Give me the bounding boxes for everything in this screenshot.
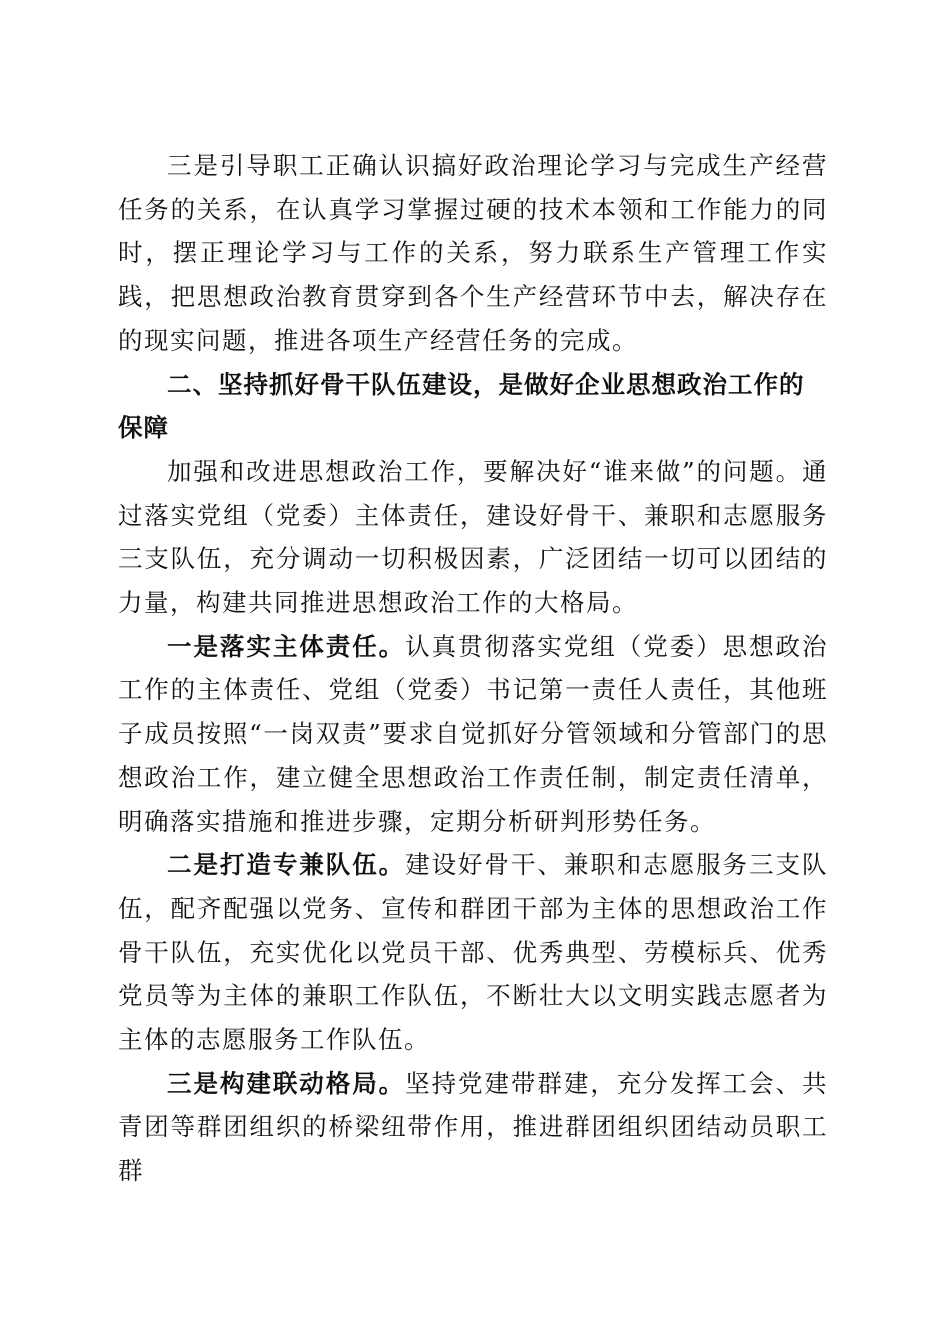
paragraph-lead-main-responsibility: 一是落实主体责任。 (167, 631, 406, 661)
paragraph-build-teams (118, 843, 828, 1062)
paragraph-lead-linkage-pattern: 三是构建联动格局。 (167, 1068, 406, 1098)
section-heading-two: 二、坚持抓好骨干队伍建设，是做好企业思想政治工作的保障 (118, 369, 805, 443)
paragraph-main-responsibility (118, 625, 828, 844)
paragraph-text-main-responsibility: 认真贯彻落实党组（党委）思想政治工作的主体责任、党组（党委）书记第一责任人责任，其他班子成员按照“一岗双责”要求自觉抓好分管领域和分管部门的思想政治工作，建立健全思想政治工作责任制，制定责任清单，明确落实措施和推进步骤，定期分析研判形势任务。 (118, 631, 828, 836)
paragraph-text-linkage-pattern: 坚持党建带群建，充分发挥工会、共青团等群团组织的桥梁纽带作用，推进群团组织团结动员职工群 (118, 1068, 828, 1186)
paragraph-who-does-it: 加强和改进思想政治工作，要解决好“谁来做”的问题。通过落实党组（党委）主体责任，建设好骨干、兼职和志愿服务三支队伍，充分调动一切积极因素，广泛团结一切可以团结的力量，构建共同推进思想政治工作的大格局。 (118, 456, 828, 618)
paragraph-text-build-teams: 建设好骨干、兼职和志愿服务三支队伍，配齐配强以党务、宣传和群团干部为主体的思想政治工作骨干队伍，充实优化以党员干部、优秀典型、劳模标兵、优秀党员等为主体的兼职工作队伍，不断壮大以文明实践志愿者为主体的志愿服务工作队伍。 (118, 850, 828, 1055)
paragraph-linkage-pattern (118, 1062, 828, 1193)
paragraph-lead-build-teams: 二是打造专兼队伍。 (167, 850, 406, 880)
document-body (118, 144, 828, 1193)
paragraph-guide-workers: 三是引导职工正确认识搞好政治理论学习与完成生产经营任务的关系，在认真学习掌握过硬的技术本领和工作能力的同时，摆正理论学习与工作的关系，努力联系生产管理工作实践，把思想政治教育贯穿到各个生产经营环节中去，解决存在的现实问题，推进各项生产经营任务的完成。 (118, 151, 828, 355)
